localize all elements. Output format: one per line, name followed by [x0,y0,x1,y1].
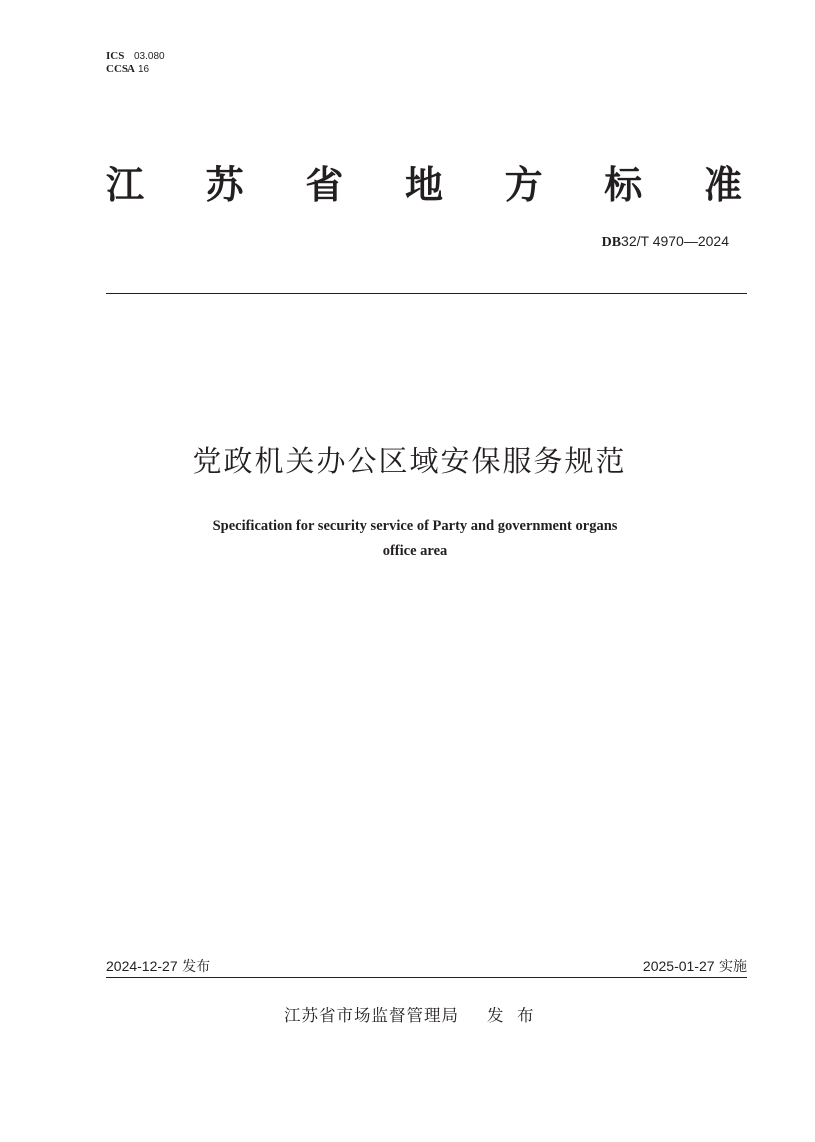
issue-date-value: 2024-12-27 [106,958,178,974]
header-divider [106,293,747,294]
issue-date-label: 发布 [182,959,211,975]
ccs-value: 16 [138,64,150,75]
implementation-date-label: 实施 [719,959,747,975]
standard-type-char: 省 [305,163,344,207]
standard-number [602,233,729,251]
issue-date [106,956,210,976]
footer-divider [106,977,747,978]
ics-code [106,50,165,63]
implementation-date [643,956,747,976]
standard-type-char: 准 [703,163,742,207]
document-title-en [100,514,730,564]
standard-type-title [106,162,742,208]
document-title-zh: 党政机关办公区域安保服务规范 [192,444,627,478]
standard-type-char: 标 [604,163,643,207]
publisher-name: 江苏省市场监督管理局 [284,1006,459,1025]
publisher [284,1002,535,1026]
publisher-action: 发 布 [487,1006,535,1025]
classification-codes [106,50,165,76]
standard-type-char: 地 [404,163,443,207]
implementation-date-value: 2025-01-27 [642,958,715,974]
standard-type-char: 苏 [205,163,244,207]
standard-number-prefix: DB [601,235,622,250]
ics-value: 03.080 [134,51,165,62]
standard-type-char: 方 [504,163,543,207]
standard-type-char: 江 [106,163,145,207]
standard-number-value: 32/T 4970—2024 [621,233,729,249]
document-title-en-line1: Specification for security service of Party and government organs [212,518,618,534]
ccs-letter: A [127,63,135,75]
document-title-en-line2: office area [382,543,448,559]
ics-label: ICS [106,50,125,62]
ccs-code [106,63,165,76]
ccs-label: CCS [106,63,129,75]
